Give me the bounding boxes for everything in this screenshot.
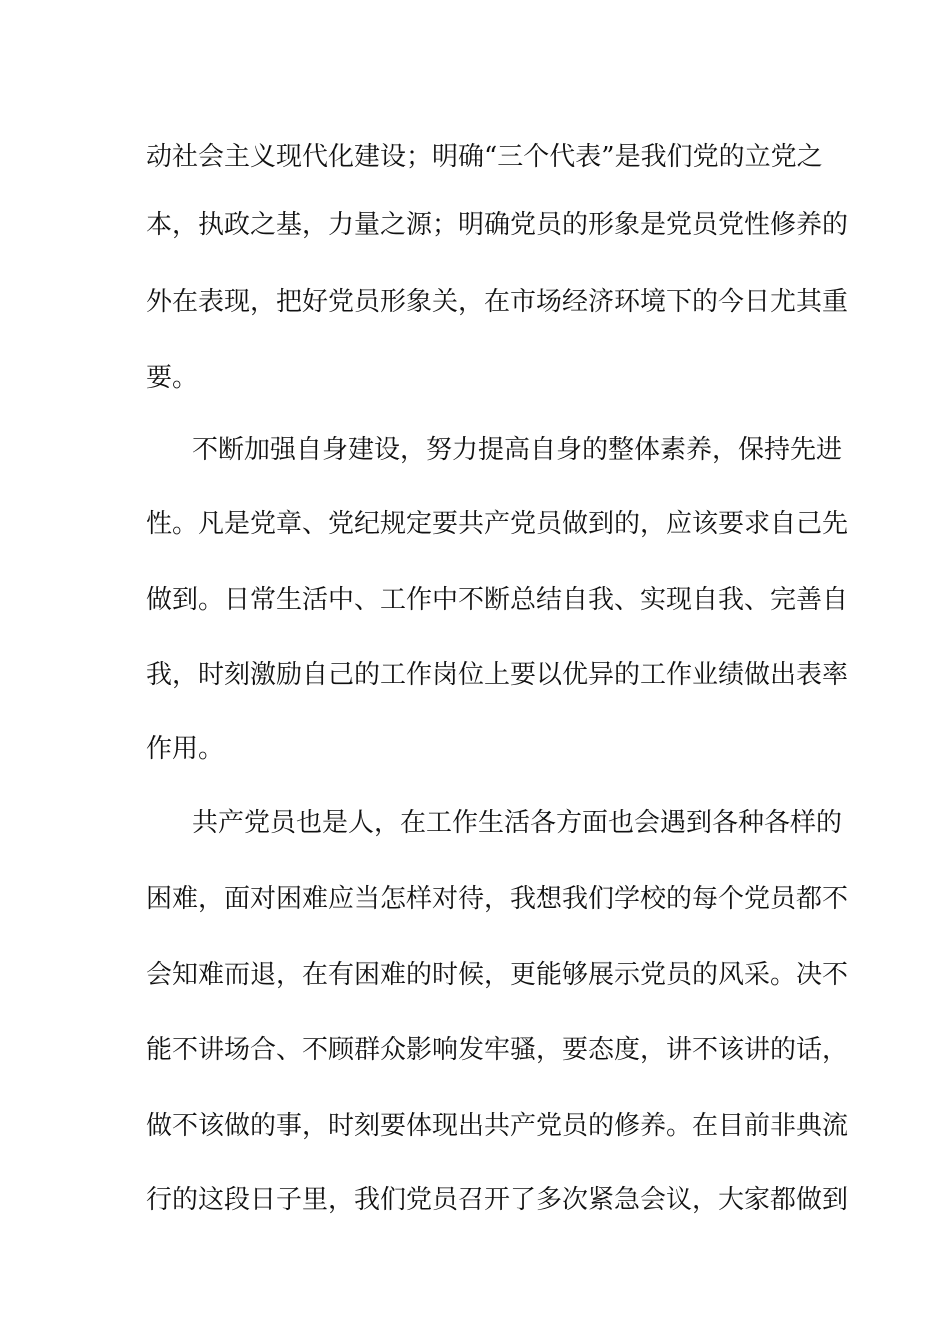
text-line: 行的这段日子里，我们党员召开了多次紧急会议，大家都做到 xyxy=(146,1185,849,1215)
text-line: 会知难而退，在有困难的时候，更能够展示党员的风采。决不 xyxy=(146,960,849,990)
text-line: 本，执政之基，力量之源；明确党员的形象是党员党性修养的 xyxy=(146,210,849,240)
text-line: 我，时刻激励自己的工作岗位上要以优异的工作业绩做出表率 xyxy=(146,660,849,690)
text-line: 性。凡是党章、党纪规定要共产党员做到的，应该要求自己先 xyxy=(146,509,849,539)
text-line: 做到。日常生活中、工作中不断总结自我、实现自我、完善自 xyxy=(146,585,849,615)
text-line: 困难，面对困难应当怎样对待，我想我们学校的每个党员都不 xyxy=(146,884,849,914)
text-line: 共产党员也是人，在工作生活各方面也会遇到各种各样的 xyxy=(192,808,843,838)
text-line: 不断加强自身建设，努力提高自身的整体素养，保持先进 xyxy=(192,435,843,465)
text-line: 外在表现，把好党员形象关，在市场经济环境下的今日尤其重 xyxy=(146,287,849,317)
text-line: 能不讲场合、不顾群众影响发牢骚，要态度，讲不该讲的话， xyxy=(146,1035,849,1065)
text-line: 动社会主义现代化建设；明确“三个代表”是我们党的立党之 xyxy=(146,142,823,172)
text-line: 作用。 xyxy=(146,734,225,764)
text-line: 做不该做的事，时刻要体现出共产党员的修养。在目前非典流 xyxy=(146,1111,849,1141)
text-line: 要。 xyxy=(146,363,199,393)
